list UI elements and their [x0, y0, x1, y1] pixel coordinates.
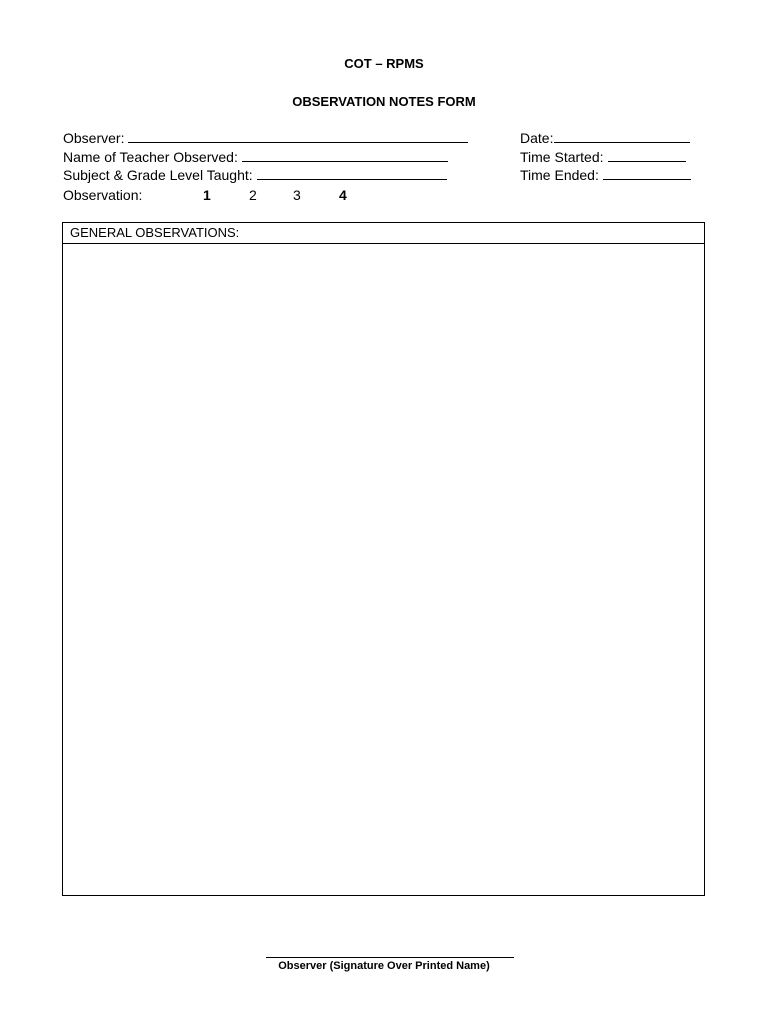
observer-row [63, 129, 468, 147]
time-ended-row [520, 166, 691, 184]
signature-line[interactable] [266, 957, 514, 958]
form-subtitle: OBSERVATION NOTES FORM [292, 94, 476, 109]
observer-blank[interactable] [128, 129, 468, 143]
time-ended-label: Time Ended: [520, 167, 599, 183]
observation-number-1[interactable]: 1 [203, 187, 211, 203]
subject-row [63, 166, 447, 184]
observation-number-3[interactable]: 3 [293, 187, 301, 203]
observation-number-2[interactable]: 2 [249, 187, 257, 203]
teacher-blank[interactable] [242, 148, 448, 162]
observation-label: Observation: [63, 187, 143, 203]
general-observations-heading: GENERAL OBSERVATIONS: [63, 223, 704, 244]
form-title: COT – RPMS [344, 56, 424, 71]
observation-row [63, 186, 142, 204]
time-started-row [520, 148, 686, 166]
signature-caption: Observer (Signature Over Printed Name) [278, 960, 490, 972]
teacher-row [63, 148, 448, 166]
general-observations-box [62, 222, 705, 896]
date-row [520, 129, 690, 147]
subject-label: Subject & Grade Level Taught: [63, 167, 253, 183]
time-ended-blank[interactable] [603, 166, 691, 180]
time-started-label: Time Started: [520, 149, 604, 165]
date-blank[interactable] [554, 129, 690, 143]
observation-number-4[interactable]: 4 [339, 187, 347, 203]
date-label: Date: [520, 130, 554, 146]
general-observations-area[interactable] [63, 244, 704, 896]
teacher-label: Name of Teacher Observed: [63, 149, 238, 165]
observer-label: Observer: [63, 130, 125, 146]
subject-blank[interactable] [257, 166, 447, 180]
time-started-blank[interactable] [608, 148, 686, 162]
